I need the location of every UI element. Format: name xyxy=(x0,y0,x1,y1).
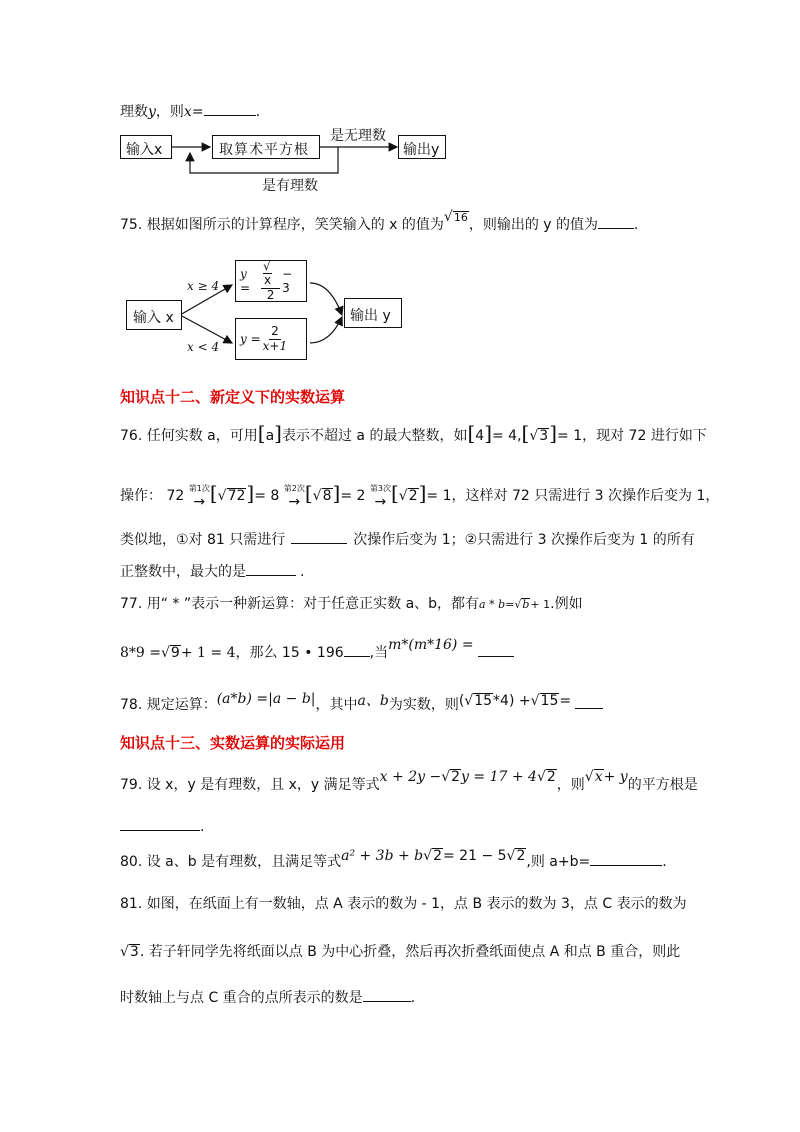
formula-top-num: x xyxy=(264,273,272,288)
flow2-cond-bottom: x < 4 xyxy=(187,340,220,354)
bracket-icon: ] xyxy=(332,481,341,505)
q77-ex-lhs: 8*9 = xyxy=(120,645,161,661)
formula-bottom-den: x+1 xyxy=(262,338,288,353)
q78-def-lhs: (a*b) = xyxy=(216,691,269,707)
bracket-icon: [ xyxy=(304,481,313,505)
q74-text: 理数 xyxy=(120,104,148,120)
q76-text: ，这样对 72 只需进行 3 次操作后变为 1， xyxy=(451,488,720,504)
answer-blank[interactable] xyxy=(246,561,296,576)
q75-end: . xyxy=(634,217,639,233)
flow1-irrational-label: 是无理数 xyxy=(330,128,386,144)
q78-expr-rad1: 15 xyxy=(474,693,493,709)
q80-equation xyxy=(341,848,526,864)
flow1-output-box xyxy=(398,135,446,159)
q77-rule-rad: b xyxy=(522,598,530,611)
q77-line1 xyxy=(120,593,583,613)
sqrt-icon: √ xyxy=(514,598,522,611)
q76-text: 次操作后变为 1；②只需进行 3 次操作后变为 1 的所有 xyxy=(353,532,695,548)
sqrt-icon: √ xyxy=(506,848,516,864)
q76-rad2: 8 xyxy=(322,488,332,504)
arrow-to-bottom-branch xyxy=(180,315,232,343)
q76-ex2-rad: 3 xyxy=(539,428,549,444)
bracket-icon: [ xyxy=(390,481,399,505)
formula-y: y = xyxy=(240,332,261,346)
q79-eq-rad: 2 xyxy=(451,769,461,785)
q78-text3: 为实数，则 xyxy=(388,697,459,713)
q77-text4: ,当 xyxy=(369,645,389,661)
flow2-input-box xyxy=(126,300,182,330)
q76-line1 xyxy=(120,421,707,445)
flow1-input-box xyxy=(120,135,172,159)
q80-eq-rad: 2 xyxy=(433,848,442,864)
flow1-process-box xyxy=(212,135,320,159)
q80-eq-rad2: 2 xyxy=(516,848,526,864)
section-heading-12: 知识点十二、新定义下的实数运算 xyxy=(120,388,346,406)
q80-text2: ,则 a+b= xyxy=(526,854,591,870)
answer-blank[interactable] xyxy=(204,101,256,116)
q78-expr-rad2: 15 xyxy=(540,693,559,709)
sqrt-icon: √ xyxy=(441,769,451,785)
q77-rule: a * b xyxy=(479,598,506,611)
arrow-top-to-output xyxy=(310,283,342,315)
q79-eq-mid: y = 17 + 4 xyxy=(461,769,537,785)
step-label: 第2次 xyxy=(283,483,305,493)
flow1-process-label: 取算术平方根 xyxy=(219,142,309,158)
q76-ex1-val: = 4, xyxy=(492,428,522,444)
q77-ex-rhs: + 1 = 4 xyxy=(180,645,236,661)
q80-eq-rhs: = 21 − 5 xyxy=(443,848,507,864)
answer-blank[interactable] xyxy=(344,642,370,657)
sqrt-icon: √ xyxy=(161,645,170,661)
q78-line xyxy=(120,691,603,714)
arrow-right-icon: → xyxy=(374,493,387,510)
q76-line3 xyxy=(120,529,695,549)
bracket-icon: ] xyxy=(549,421,558,445)
sqrt-icon: √ xyxy=(530,693,540,709)
q78-def-rhs: |a − b| xyxy=(268,691,316,707)
bracket-icon: [ xyxy=(209,481,218,505)
q78-vars: a、b xyxy=(357,693,389,709)
q76-text: 表示不超过 a 的最大整数，如 xyxy=(281,428,468,444)
q79-expr xyxy=(585,769,628,785)
q76-res2: = 2 xyxy=(340,488,366,504)
fraction xyxy=(261,260,280,302)
q76-label: 操作： xyxy=(120,488,162,504)
q76-text: 正整数中，最大的是 xyxy=(120,564,246,580)
q81-text: 时数轴上与点 C 重合的点所表示的数是 xyxy=(120,990,363,1006)
q76-ex2-val: = 1 xyxy=(557,428,583,444)
q76-rad1: 72 xyxy=(227,488,246,504)
bracket-icon: ] xyxy=(274,421,282,445)
flow2-cond-top: x ≥ 4 xyxy=(187,279,220,293)
arrow-right-icon: → xyxy=(193,493,206,510)
sqrt-icon: √ xyxy=(529,428,539,444)
flow2-top-formula-box xyxy=(235,260,307,302)
q76-text: ，现对 72 进行如下 xyxy=(582,428,707,444)
q76-res1: = 8 xyxy=(254,488,280,504)
sqrt-icon: √ xyxy=(217,488,227,504)
answer-blank[interactable] xyxy=(291,529,347,544)
q79-eq-rad2: 2 xyxy=(546,769,556,785)
q76-line2 xyxy=(120,481,719,510)
formula-y: y = xyxy=(240,267,251,295)
q76-text: 任何实数 a，可用 xyxy=(146,428,258,444)
q76-end: . xyxy=(300,564,305,580)
q78-expr-eq: = xyxy=(559,693,572,709)
q74-tail-line xyxy=(120,101,260,121)
sqrt-icon: √ xyxy=(443,209,453,225)
q75-radicand: 16 xyxy=(453,211,468,224)
bracket-icon: [ xyxy=(521,421,530,445)
q77-expr: m*(m*16) = xyxy=(388,637,474,653)
q78-expr: (√15*4) +√15= xyxy=(458,693,572,709)
q78-text2: ，其中 xyxy=(315,697,358,713)
bracket-icon: [ xyxy=(257,421,266,445)
q75-text: 根据如图所示的计算程序，笑笑输入的 x 的值为 xyxy=(146,217,444,233)
question-number: 81. xyxy=(120,896,143,912)
q79-line2 xyxy=(120,816,204,835)
step-label: 第1次 xyxy=(188,483,210,493)
section-heading-13: 知识点十三、实数运算的实际运用 xyxy=(120,734,346,752)
sqrt-icon: √ xyxy=(398,488,408,504)
answer-blank[interactable] xyxy=(120,816,200,831)
flow1-rational-label: 是有理数 xyxy=(262,178,318,194)
bracket-icon: [ xyxy=(467,421,476,445)
question-number: 78. xyxy=(120,697,143,713)
bracket-icon: ] xyxy=(246,481,255,505)
q77-line2 xyxy=(120,637,514,662)
q77-ex-rad: 9 xyxy=(170,645,180,661)
q78-text: 规定运算： xyxy=(146,697,217,713)
flow2-output-box xyxy=(344,298,402,328)
formula-top-den: 2 xyxy=(266,287,275,302)
q79-expr-rad: x xyxy=(594,769,603,785)
flow2-bottom-formula-box xyxy=(235,318,307,360)
question-number: 77. xyxy=(120,596,143,612)
sqrt-icon: √ xyxy=(584,769,594,785)
q81-line1 xyxy=(120,893,687,913)
q81-line2 xyxy=(120,941,680,961)
formula-top-tail: − 3 xyxy=(282,267,293,295)
flow1-output-label: 输出y xyxy=(403,142,440,158)
q81-rad: 3 xyxy=(129,944,139,960)
formula-bottom-num: 2 xyxy=(271,324,279,339)
flow2-output-label: 输出 y xyxy=(350,308,391,324)
q77-text: 用“ * ”表示一种新运算：对于任意正实数 a、b，都有 xyxy=(146,596,480,612)
q79-text2: ，则 xyxy=(556,777,585,793)
sqrt-icon: √ xyxy=(263,259,271,274)
q76-text: 类似地，①对 81 只需进行 xyxy=(120,532,286,548)
step-arrow xyxy=(284,483,305,510)
q76-ex1: 4 xyxy=(475,428,485,444)
flow1-input-label: 输入x xyxy=(126,142,163,158)
q76-op-start: 72 xyxy=(166,488,185,504)
step-label: 第3次 xyxy=(369,483,391,493)
bracket-icon: ] xyxy=(418,481,427,505)
q81-end: . xyxy=(410,990,416,1006)
q80-eq: a² + 3b + b xyxy=(341,848,424,864)
sqrt-icon: √ xyxy=(423,848,433,864)
q80-end: . xyxy=(662,854,667,870)
q77-text3: ，那么 15 • 196 xyxy=(235,645,344,661)
sqrt-icon: √ xyxy=(312,488,322,504)
fraction xyxy=(263,325,287,352)
answer-blank[interactable] xyxy=(590,851,662,866)
q78-expr-mid: *4) + xyxy=(493,693,531,709)
step-arrow xyxy=(189,483,210,510)
q77-text2: .例如 xyxy=(550,596,583,612)
arrow-right-icon: → xyxy=(288,493,301,510)
q79-eq-lhs: x + 2y − xyxy=(379,769,442,785)
q79-text: 设 x，y 是有理数，且 x，y 满足等式 xyxy=(146,777,380,793)
answer-blank[interactable] xyxy=(363,987,411,1002)
q77-rule-eq: = xyxy=(505,598,515,611)
sqrt-icon: √ xyxy=(464,693,474,709)
q80-line xyxy=(120,848,667,871)
q77-rule-tail: + 1 xyxy=(530,598,551,611)
step-arrow xyxy=(370,483,391,510)
q81-text: 如图，在纸面上有一数轴，点 A 表示的数为 - 1，点 B 表示的数为 3，点 C 表示的数为 xyxy=(146,896,687,912)
q74-text-mid: ，则 xyxy=(155,104,184,120)
answer-blank[interactable] xyxy=(575,694,603,709)
q76-rad3: 2 xyxy=(408,488,418,504)
answer-blank[interactable] xyxy=(478,642,514,657)
sqrt-icon: √ xyxy=(536,769,546,785)
q74-var-y: y xyxy=(148,104,156,120)
answer-blank[interactable] xyxy=(598,214,634,229)
q81-line3 xyxy=(120,987,415,1007)
q75-text2: ，则输出的 y 的值为 xyxy=(468,217,599,233)
sqrt-icon: √ xyxy=(120,944,129,960)
q75-line xyxy=(120,209,639,234)
question-number: 79. xyxy=(120,777,143,793)
question-number: 76. xyxy=(120,428,143,444)
flow2-input-label: 输入 x xyxy=(133,310,174,326)
q79-equation xyxy=(380,769,557,785)
q79-end: . xyxy=(200,819,205,835)
q76-line4 xyxy=(120,561,304,581)
bracket-icon: ] xyxy=(484,421,492,445)
q74-eq: = xyxy=(191,104,204,120)
q79-expr-tail: + y xyxy=(603,769,628,785)
arrow-bottom-to-output xyxy=(310,317,342,343)
q81-text: . 若子轩同学先将纸面以点 B 为中心折叠，然后再次折叠纸面使点 A 和点 B 重合，则此 xyxy=(139,944,681,960)
q80-text: 设 a、b 是有理数，且满足等式 xyxy=(146,854,342,870)
q76-bracket-a: a xyxy=(265,428,275,444)
q74-end: . xyxy=(255,104,261,120)
q79-text3: 的平方根是 xyxy=(627,777,698,793)
question-number: 80. xyxy=(120,854,143,870)
question-number: 75. xyxy=(120,217,143,233)
q74-var-x: x xyxy=(183,104,192,120)
q79-line1 xyxy=(120,769,698,794)
q76-res3: = 1 xyxy=(426,488,452,504)
